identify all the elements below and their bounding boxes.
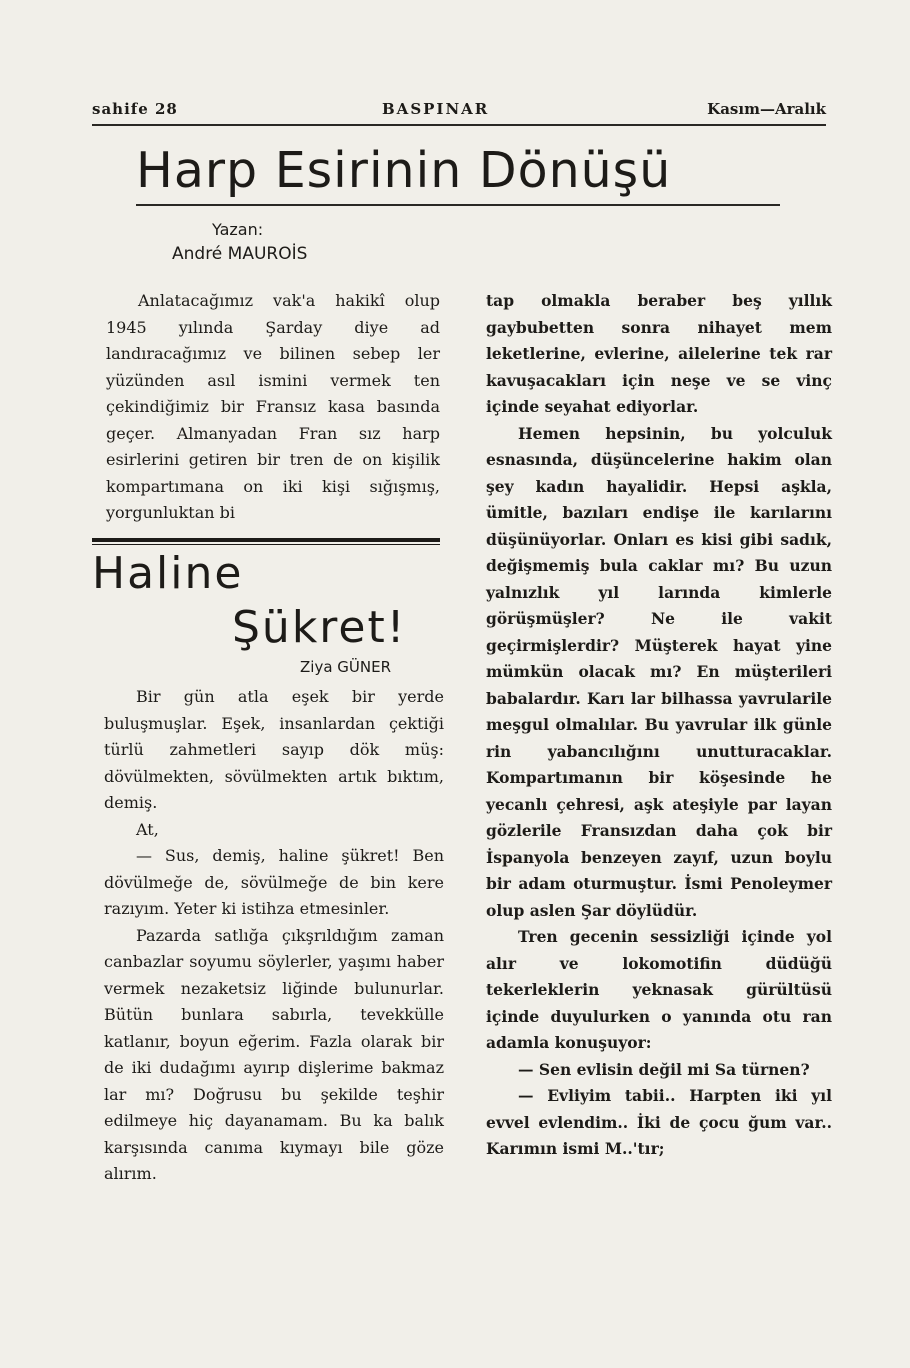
- story-title-line-2: Şükret!: [232, 602, 407, 653]
- story-column: [104, 684, 444, 1188]
- paragraph: Tren gecenin sessizliği içinde yol alır ve lokomotifin düdüğü tekerleklerin yeknasak gürültüsü içinde duyulurken o yanında otu ran adamla konuşuyor:: [486, 927, 832, 1052]
- article-title: Harp Esirinin Dönüşü: [136, 142, 672, 199]
- magazine-name: BASPINAR: [382, 100, 490, 118]
- paragraph: At,: [136, 819, 159, 839]
- byline-label: Yazan:: [212, 220, 264, 239]
- running-head: [92, 100, 826, 124]
- paragraph: Anlatacağımız vak'a hakikî olup 1945 yılında Şarday diye ad landıracağımız ve bilinen sebep ler yüzünden asıl ismini vermek ten çekindiğimiz bir Fransız kasa basında geçer. Almanyadan Fran sız harp esirlerini getiren bir tren de on kişilik kompartımana on iki kişi sığışmış, yorgunluktan bi: [106, 291, 440, 522]
- paragraph: Hemen hepsinin, bu yolculuk esnasında, düşüncelerine hakim olan şey kadın hayalidir. Hepsi aşkla, ümitle, bazıları endişe ile karılarını düşünüyorlar. Onları es kisi gibi sadık, değişmemiş bula caklar mı? Bu uzun yalnızlık yıl larında kimlerle görüşmüşler? Ne ile vakit geçirmişlerdir? Müşterek hayat yine mümkün olacak mı? En müşterileri babalardır. Karı lar bilhassa yavrularile meşgul olmalılar. Bu yavrular ilk günle rin yabancılığını unutturacaklar. Kompartımanın bir köşesinde he yecanlı çehresi, aşk ateşiyle par layan gözlerile Fransızdan daha çok bir İspanyola benzeyen zayıf, uzun boylu bir adam oturmuştur. İsmi Penoleymer olup aslen Şar döylüdür.: [486, 423, 832, 920]
- paragraph: — Sus, demiş, haline şükret! Ben dövülmeğe de, sövülmeğe de bin kere razıyım. Yeter ki istihza etmesinler.: [104, 846, 444, 918]
- header-rule: [92, 124, 826, 126]
- story-title-line-1: Haline: [92, 548, 244, 599]
- article-right-column: [486, 288, 832, 1163]
- paragraph: tap olmakla beraber beş yıllık gaybubetten sonra nihayet mem leketlerine, evlerine, ailelerine tek rar kavuşacakları için neşe ve se vinç içinde seyahat ediyorlar.: [486, 291, 832, 416]
- page-number: sahife 28: [92, 100, 178, 118]
- paragraph: — Evliyim tabii.. Harpten iki yıl evvel evlendim.. İki de çocu ğum var.. Karımın ismi M..'tır;: [486, 1086, 832, 1158]
- story-author: Ziya GÜNER: [300, 658, 392, 676]
- issue-date: Kasım—Aralık: [707, 100, 826, 118]
- article-left-column: [106, 288, 440, 527]
- article-author: André MAUROİS: [172, 244, 308, 264]
- section-rule-thin: [92, 544, 440, 545]
- paragraph: Bir gün atla eşek bir yerde buluşmuşlar. Eşek, insanlardan çektiği türlü zahmetleri sayıp dök müş: dövülmekten, sövülmekten artık bıktım, demiş.: [104, 687, 444, 812]
- title-rule: [136, 204, 780, 206]
- paragraph: Pazarda satlığa çıkşrıldığım zaman canbazlar soyumu söylerler, yaşımı haber vermek nezaketsiz liğinde bulunurlar. Bütün bunlara sabırla, tevekkülle katlanır, boyun eğerim. Fazla olarak bir de iki dudağımı ayırıp dişlerime bakmaz lar mı? Doğrusu bu şekilde teşhir edilmeye hiç dayanamam. Bu ka balık karşısında canıma kıymayı bile göze alırım.: [104, 925, 444, 1183]
- section-rule-thick: [92, 538, 440, 542]
- paragraph: — Sen evlisin değil mi Sa türnen?: [518, 1059, 810, 1079]
